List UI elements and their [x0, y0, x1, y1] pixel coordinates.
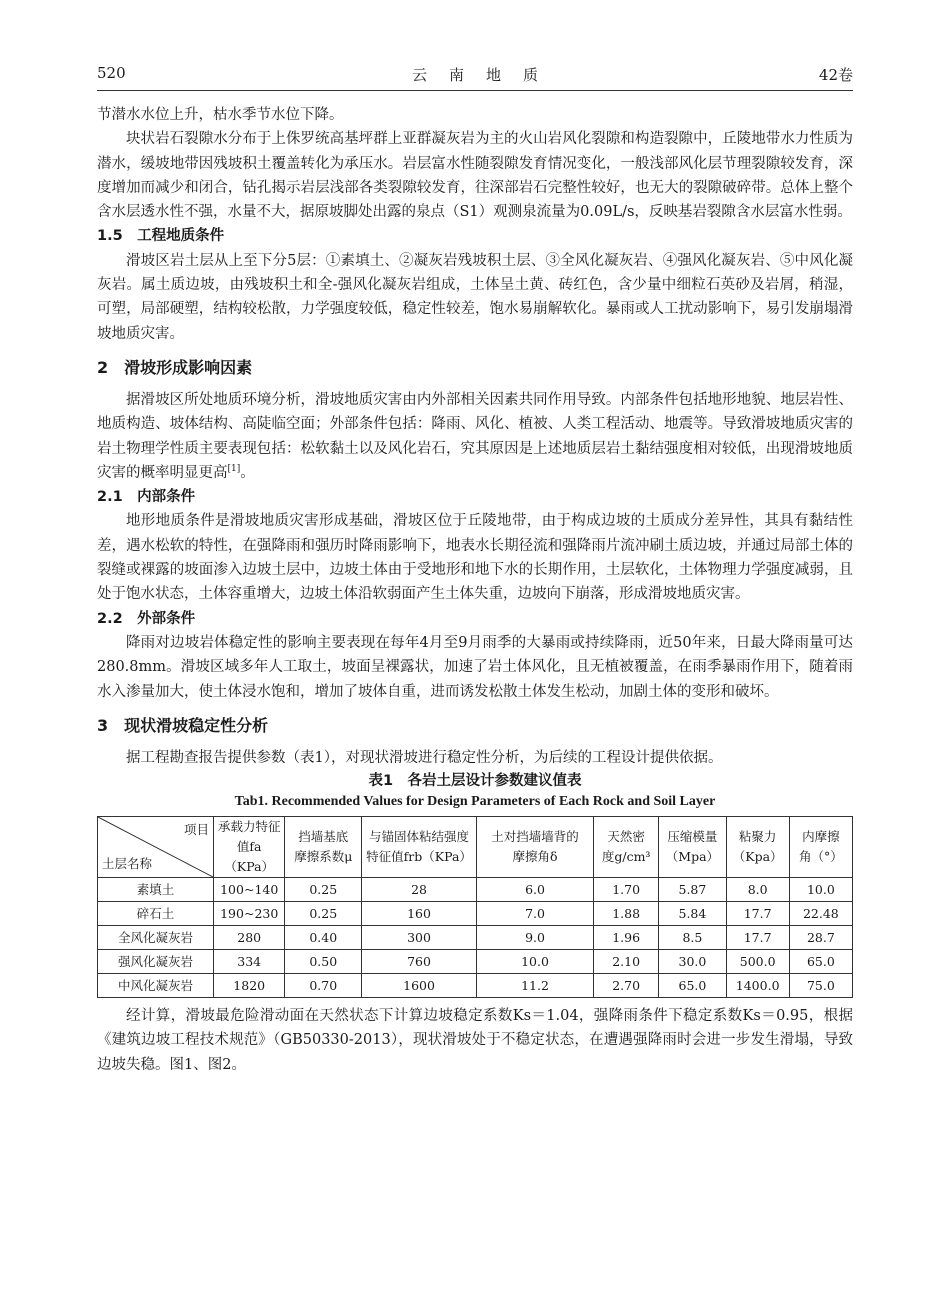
- table-cell: 22.48: [789, 902, 852, 926]
- table-cell: 17.7: [726, 902, 789, 926]
- table-cell: 760: [362, 950, 477, 974]
- table-corner-cell: [98, 817, 214, 878]
- table-cell: 100~140: [213, 878, 284, 902]
- paragraph-end: 。: [240, 464, 255, 481]
- table-cell: 280: [213, 926, 284, 950]
- table-row: [98, 950, 853, 974]
- table-row: [98, 926, 853, 950]
- table-cell: 500.0: [726, 950, 789, 974]
- column-header: 内摩擦 角（°）: [789, 817, 852, 878]
- table-cell: 6.0: [477, 878, 594, 902]
- table-row: [98, 902, 853, 926]
- table-cell: 300: [362, 926, 477, 950]
- volume-label: 42卷: [818, 66, 853, 84]
- column-header: 压缩模量 （Mpa）: [659, 817, 726, 878]
- table-cell: 1820: [213, 974, 284, 998]
- table-cell: 2.70: [594, 974, 659, 998]
- table-cell: 5.87: [659, 878, 726, 902]
- paragraph: 经计算，滑坡最危险滑动面在天然状态下计算边坡稳定系数Ks＝1.04，强降雨条件下稳定系数Ks＝0.95，根据《建筑边坡工程技术规范》（GB50330-2013），现状滑坡处于不稳定状态，在遭遇强降雨时会进一步发生滑塌，导致边坡失稳。图1、图2。: [97, 1008, 853, 1073]
- table-cell: 190~230: [213, 902, 284, 926]
- article-body: [97, 103, 853, 1077]
- table-cell: 11.2: [477, 974, 594, 998]
- table-cell: 9.0: [477, 926, 594, 950]
- paragraph: [97, 388, 853, 485]
- paragraph-text: 据滑坡区所处地质环境分析，滑坡地质灾害由内外部相关因素共同作用导致。内部条件包括地形地貌、地层岩性、地质构造、坡体结构、高陡临空面；外部条件包括：降雨、风化、植被、人类工程活动、地震等。导致滑坡地质灾害的岩土物理学性质主要表现包括：松软黏土以及风化岩石，究其原因是上述地质层岩土黏结强度相对较低，出现滑坡地质灾害的概率明显更高: [97, 391, 853, 481]
- table-cell: 65.0: [789, 950, 852, 974]
- table-cell: 10.0: [789, 878, 852, 902]
- parameter-table: [97, 816, 853, 998]
- table-cell: 0.50: [285, 950, 362, 974]
- table-cell: 30.0: [659, 950, 726, 974]
- table-cell: 10.0: [477, 950, 594, 974]
- table-cell: 素填土: [98, 878, 214, 902]
- citation: [1]: [227, 464, 241, 475]
- table-cell: 1600: [362, 974, 477, 998]
- table-cell: 中风化凝灰岩: [98, 974, 214, 998]
- table-cell: 28.7: [789, 926, 852, 950]
- table-cell: 7.0: [477, 902, 594, 926]
- table-cell: 0.25: [285, 902, 362, 926]
- table-cell: 8.5: [659, 926, 726, 950]
- table-cell: 5.84: [659, 902, 726, 926]
- table-cell: 0.40: [285, 926, 362, 950]
- column-header: 与锚固体粘结强度 特征值frb（KPa）: [362, 817, 477, 878]
- corner-label-layer: 土层名称: [102, 856, 153, 872]
- table-cell: 全风化凝灰岩: [98, 926, 214, 950]
- section-heading-2-1: 2.1 内部条件: [97, 489, 196, 506]
- column-header: 挡墙基底 摩擦系数μ: [285, 817, 362, 878]
- column-header: 承载力特征 值fa（KPa）: [213, 817, 284, 878]
- paragraph: 据工程勘查报告提供参数（表1），对现状滑坡进行稳定性分析，为后续的工程设计提供依据。: [126, 749, 723, 766]
- paragraph: 块状岩石裂隙水分布于上侏罗统高基坪群上亚群凝灰岩为主的火山岩风化裂隙和构造裂隙中，丘陵地带水力性质为潜水，缓坡地带因残坡积土覆盖转化为承压水。岩层富水性随裂隙发育情况变化，一般浅部风化层节理裂隙较发育，深度增加而减少和闭合，钻孔揭示岩层浅部各类裂隙较发育，往深部岩石完整性较好，也无大的裂隙破碎带。总体上整个含水层透水性不强，水量不大，据原坡脚处出露的泉点（S1）观测泉流量为0.09L/s，反映基岩裂隙含水层富水性弱。: [97, 131, 853, 221]
- table-caption: 表1 各岩土层设计参数建议值表: [368, 773, 582, 790]
- table-row: [98, 878, 853, 902]
- table-cell: 65.0: [659, 974, 726, 998]
- paragraph: 节潜水水位上升，枯水季节水位下降。: [97, 107, 344, 123]
- table-cell: 75.0: [789, 974, 852, 998]
- table-cell: 强风化凝灰岩: [98, 950, 214, 974]
- table-cell: 0.25: [285, 878, 362, 902]
- table-cell: 160: [362, 902, 477, 926]
- table-cell: 碎石土: [98, 902, 214, 926]
- table-row: [98, 974, 853, 998]
- corner-label-item: 项目: [183, 822, 209, 838]
- journal-title: 云南地质: [411, 66, 560, 84]
- column-header: 粘聚力 （Kpa）: [726, 817, 789, 878]
- table-header-row: [98, 817, 853, 878]
- column-header: 天然密 度g/cm³: [594, 817, 659, 878]
- page-number: 520: [97, 64, 126, 82]
- section-heading-1-5: 1.5 工程地质条件: [97, 228, 225, 245]
- table-cell: 0.70: [285, 974, 362, 998]
- section-heading-2-2: 2.2 外部条件: [97, 610, 196, 627]
- table-caption-en: Tab1. Recommended Values for Design Parameters of Each Rock and Soil Layer: [234, 794, 716, 810]
- column-header: 土对挡墙墙背的 摩擦角δ: [477, 817, 594, 878]
- paragraph: 地形地质条件是滑坡地质灾害形成基础，滑坡区位于丘陵地带，由于构成边坡的土质成分差异性，其具有黏结性差，遇水松软的特性，在强降雨和强历时降雨影响下，地表水长期径流和强降雨片流冲刷土质边坡，并通过局部土体的裂缝或裸露的坡面渗入边坡土层中，边坡土体由于受地形和地下水的长期作用，土层软化，土体物理力学强度减弱，且处于饱水状态，土体容重增大，边坡土体沿软弱面产生土体失重，边坡向下崩落，形成滑坡地质灾害。: [97, 513, 853, 603]
- table-cell: 28: [362, 878, 477, 902]
- running-header: [97, 60, 853, 91]
- table-cell: 1.96: [594, 926, 659, 950]
- table-cell: 1400.0: [726, 974, 789, 998]
- table-cell: 1.70: [594, 878, 659, 902]
- paragraph: 降雨对边坡岩体稳定性的影响主要表现在每年4月至9月雨季的大暴雨或持续降雨，近50年来，日最大降雨量可达280.8mm。滑坡区域多年人工取土，坡面呈裸露状，加速了岩土体风化，且无植被覆盖，在雨季暴雨作用下，随着雨水入渗量加大，使土体浸水饱和，增加了坡体自重，进而诱发松散土体发生松动，加剧土体的变形和破坏。: [97, 634, 853, 700]
- table-cell: 1.88: [594, 902, 659, 926]
- section-heading-2: 2 滑坡形成影响因素: [97, 357, 253, 377]
- table-cell: 8.0: [726, 878, 789, 902]
- table-cell: 334: [213, 950, 284, 974]
- section-heading-3: 3 现状滑坡稳定性分析: [97, 715, 269, 735]
- table-cell: 2.10: [594, 950, 659, 974]
- paragraph: 滑坡区岩土层从上至下分5层：①素填土、②凝灰岩残坡积土层、③全风化凝灰岩、④强风化凝灰岩、⑤中风化凝灰岩。属土质边坡，由残坡积土和全-强风化凝灰岩组成，土体呈土黄、砖红色，含少量中细粒石英砂及岩屑，稍湿，可塑，局部硬塑，结构较松散，力学强度较低，稳定性较差，饱水易崩解软化。暴雨或人工扰动影响下，易引发崩塌滑坡地质灾害。: [97, 252, 853, 342]
- table-cell: 17.7: [726, 926, 789, 950]
